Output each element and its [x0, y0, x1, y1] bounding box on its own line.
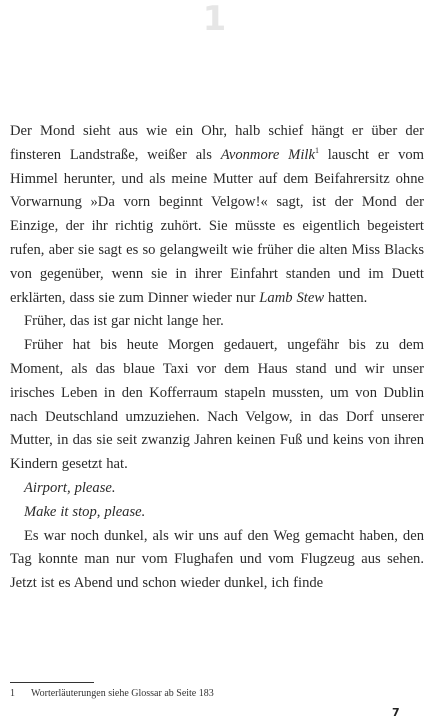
text-run: Es war noch dunkel, als wir uns auf den Weg gemacht haben, den Tag konnte man nur vom Flughafen und vom Flugzeug aus sehen. Jetzt ist es Abend und schon wieder dunkel, ich finde [10, 527, 424, 592]
text-run: Früher, das ist gar nicht lange her. [24, 313, 224, 330]
italic-text: Avonmore Milk [220, 146, 315, 163]
footnote [10, 688, 214, 700]
footnote-marker: 1 [314, 145, 319, 155]
italic-text: Make it stop, please. [24, 503, 146, 520]
text-run: hatten. [324, 289, 368, 306]
body-text [10, 120, 424, 596]
text-run: Der Mond sieht aus wie ein Ohr, halb schief hängt er über der finsteren Landstraße, weißer als [10, 123, 424, 163]
paragraph [10, 120, 424, 310]
text-run: lauscht er vom Himmel herunter, und als meine Mutter auf dem Beifahrersitz ohne Vorwarnung »Da vorn beginnt Velgow!« sagt, ist der Mond der Einzige, der ihr richtig zuhört. Sie müsste es eigentlich begeistert rufen, aber sie sagt es so gelangweilt wie früher die alten Miss Blacks von gegenüber, wenn sie in ihrer Einfahrt standen und im Duett erklärten, dass sie zum Dinner wieder nur [10, 146, 425, 306]
paragraph [10, 477, 424, 501]
chapter-number: 1 [202, 0, 227, 39]
paragraph [10, 501, 424, 525]
paragraph [10, 334, 424, 477]
text-run: Früher hat bis heute Morgen gedauert, ungefähr bis zu dem Moment, als das blaue Taxi vor dem Haus stand und wir unser irisches Leben in den Kofferraum stapeln mussten, um von Dublin nach Deutschland umzuziehen. Nach Velgow, in das Dorf unserer Mutter, in das sie seit zwanzig Jahren keinen Fuß und keins von ihren Kindern gesetzt hat. [10, 337, 424, 473]
paragraph [10, 310, 424, 334]
paragraph [10, 525, 424, 596]
footnote-text: Worterläuterungen siehe Glossar ab Seite 183 [31, 688, 214, 699]
page-number: 7 [392, 706, 400, 719]
italic-text: Airport, please. [24, 479, 116, 496]
footnote-rule [10, 682, 94, 683]
footnote-number: 1 [10, 688, 15, 699]
italic-text: Lamb Stew [259, 289, 325, 306]
